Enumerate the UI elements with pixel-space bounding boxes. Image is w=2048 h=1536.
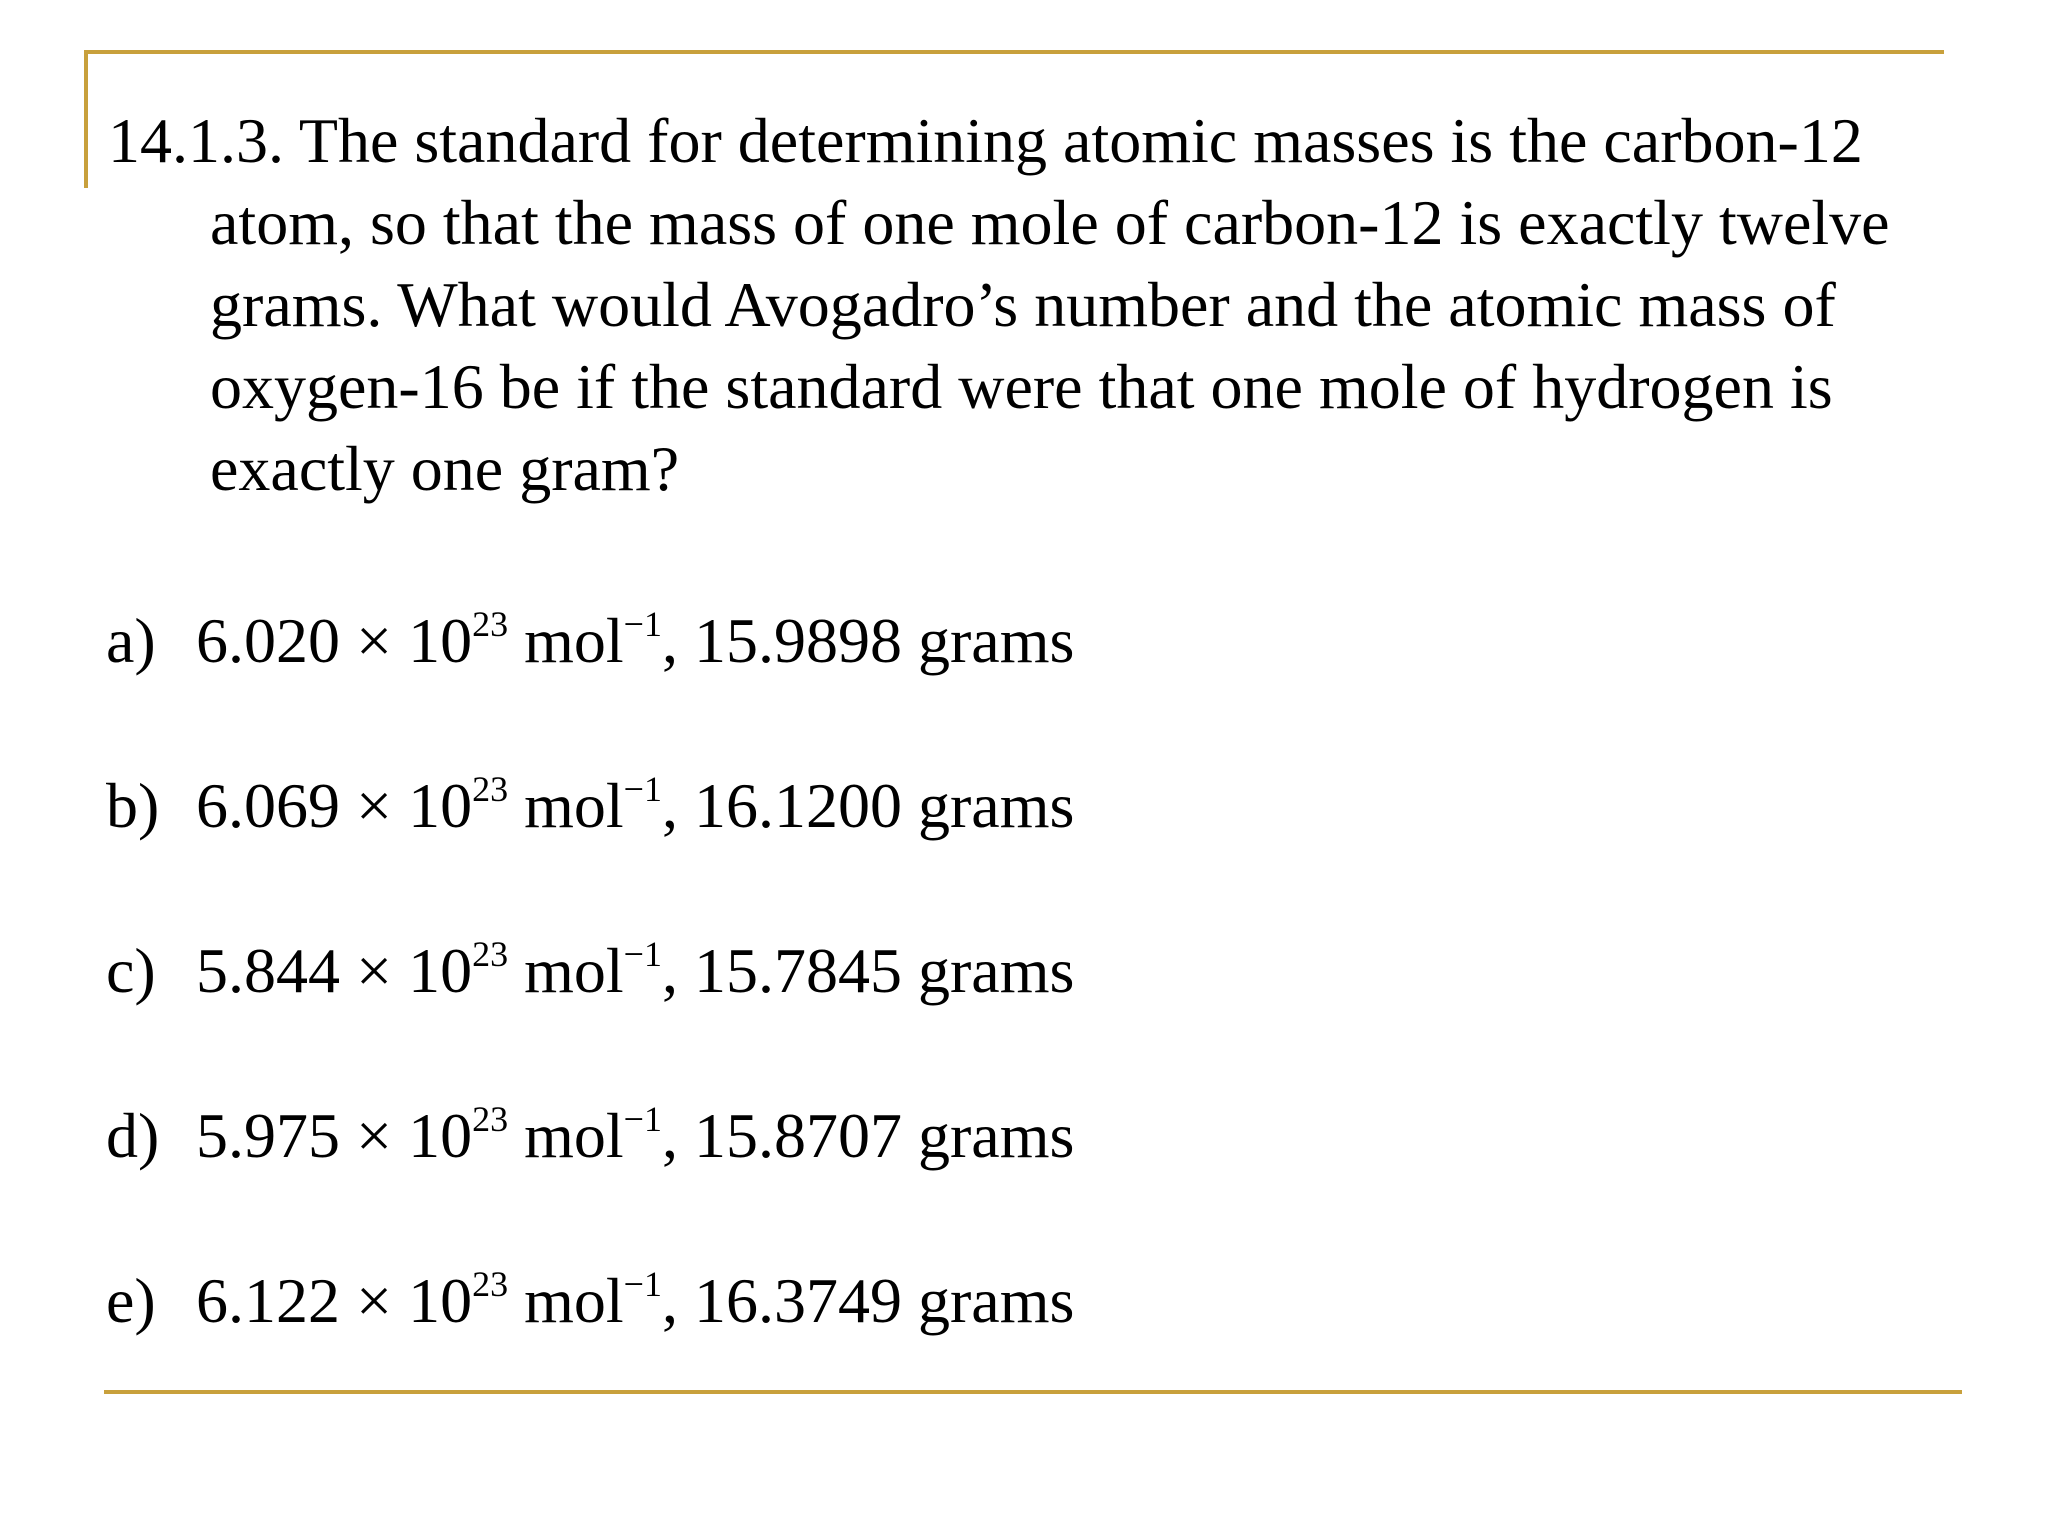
question-line-2: atom, so that the mass of one mole of carbon-12 is exactly twelve bbox=[210, 187, 1890, 258]
choice-base: 10 bbox=[408, 1265, 473, 1336]
choice-separator: , bbox=[661, 605, 678, 676]
choice-mass: 15.7845 grams bbox=[693, 935, 1075, 1006]
choice-unit-exponent: −1 bbox=[623, 1099, 662, 1139]
choice-letter: b) bbox=[106, 770, 160, 841]
bottom-divider bbox=[104, 1390, 1962, 1394]
times-sign: × bbox=[356, 1265, 393, 1336]
choice-base: 10 bbox=[408, 935, 473, 1006]
choice-letter: e) bbox=[106, 1265, 156, 1336]
choice-unit: mol bbox=[524, 1100, 624, 1171]
question-line-3: grams. What would Avogadro’s number and the atomic mass of bbox=[210, 269, 1836, 340]
choice-mantissa: 6.020 bbox=[196, 605, 340, 676]
choice-unit-exponent: −1 bbox=[623, 604, 662, 644]
choice-unit: mol bbox=[524, 770, 624, 841]
choice-unit-exponent: −1 bbox=[623, 1264, 662, 1304]
question-line-4: oxygen-16 be if the standard were that one mole of hydrogen is bbox=[210, 351, 1833, 422]
times-sign: × bbox=[356, 605, 393, 676]
choice-unit-exponent: −1 bbox=[623, 769, 662, 809]
top-divider bbox=[84, 50, 1944, 54]
choice-exponent: 23 bbox=[472, 1099, 509, 1139]
choice-base: 10 bbox=[408, 770, 473, 841]
choice-letter: c) bbox=[106, 935, 156, 1006]
choice-mantissa: 6.122 bbox=[196, 1265, 340, 1336]
choice-mass: 15.9898 grams bbox=[693, 605, 1075, 676]
question-line-text: The standard for determining atomic masses is the carbon-12 bbox=[298, 105, 1863, 176]
choice-unit: mol bbox=[524, 935, 624, 1006]
answer-choices bbox=[106, 596, 1074, 1421]
choice-c[interactable] bbox=[106, 926, 1074, 1091]
choice-mantissa: 5.844 bbox=[196, 935, 340, 1006]
choice-unit-exponent: −1 bbox=[623, 934, 662, 974]
choice-d[interactable] bbox=[106, 1091, 1074, 1256]
question-line-1 bbox=[108, 100, 2028, 182]
choice-mantissa: 6.069 bbox=[196, 770, 340, 841]
times-sign: × bbox=[356, 1100, 393, 1171]
question-line-5: exactly one gram? bbox=[210, 433, 680, 504]
choice-exponent: 23 bbox=[472, 1264, 509, 1304]
choice-separator: , bbox=[661, 1100, 678, 1171]
choice-mass: 15.8707 grams bbox=[693, 1100, 1075, 1171]
left-accent-bar bbox=[84, 50, 88, 188]
choice-separator: , bbox=[661, 770, 678, 841]
choice-exponent: 23 bbox=[472, 604, 509, 644]
question-text bbox=[108, 100, 2028, 510]
choice-letter: a) bbox=[106, 605, 156, 676]
choice-unit: mol bbox=[524, 605, 624, 676]
choice-base: 10 bbox=[408, 605, 473, 676]
choice-a[interactable] bbox=[106, 596, 1074, 761]
choice-mass: 16.3749 grams bbox=[693, 1265, 1075, 1336]
times-sign: × bbox=[356, 935, 393, 1006]
choice-e[interactable] bbox=[106, 1256, 1074, 1421]
choice-mass: 16.1200 grams bbox=[693, 770, 1075, 841]
choice-separator: , bbox=[661, 1265, 678, 1336]
choice-mantissa: 5.975 bbox=[196, 1100, 340, 1171]
times-sign: × bbox=[356, 770, 393, 841]
choice-base: 10 bbox=[408, 1100, 473, 1171]
choice-exponent: 23 bbox=[472, 934, 509, 974]
choice-unit: mol bbox=[524, 1265, 624, 1336]
choice-letter: d) bbox=[106, 1100, 160, 1171]
question-number: 14.1.3. bbox=[108, 105, 284, 176]
choice-exponent: 23 bbox=[472, 769, 509, 809]
choice-b[interactable] bbox=[106, 761, 1074, 926]
choice-separator: , bbox=[661, 935, 678, 1006]
